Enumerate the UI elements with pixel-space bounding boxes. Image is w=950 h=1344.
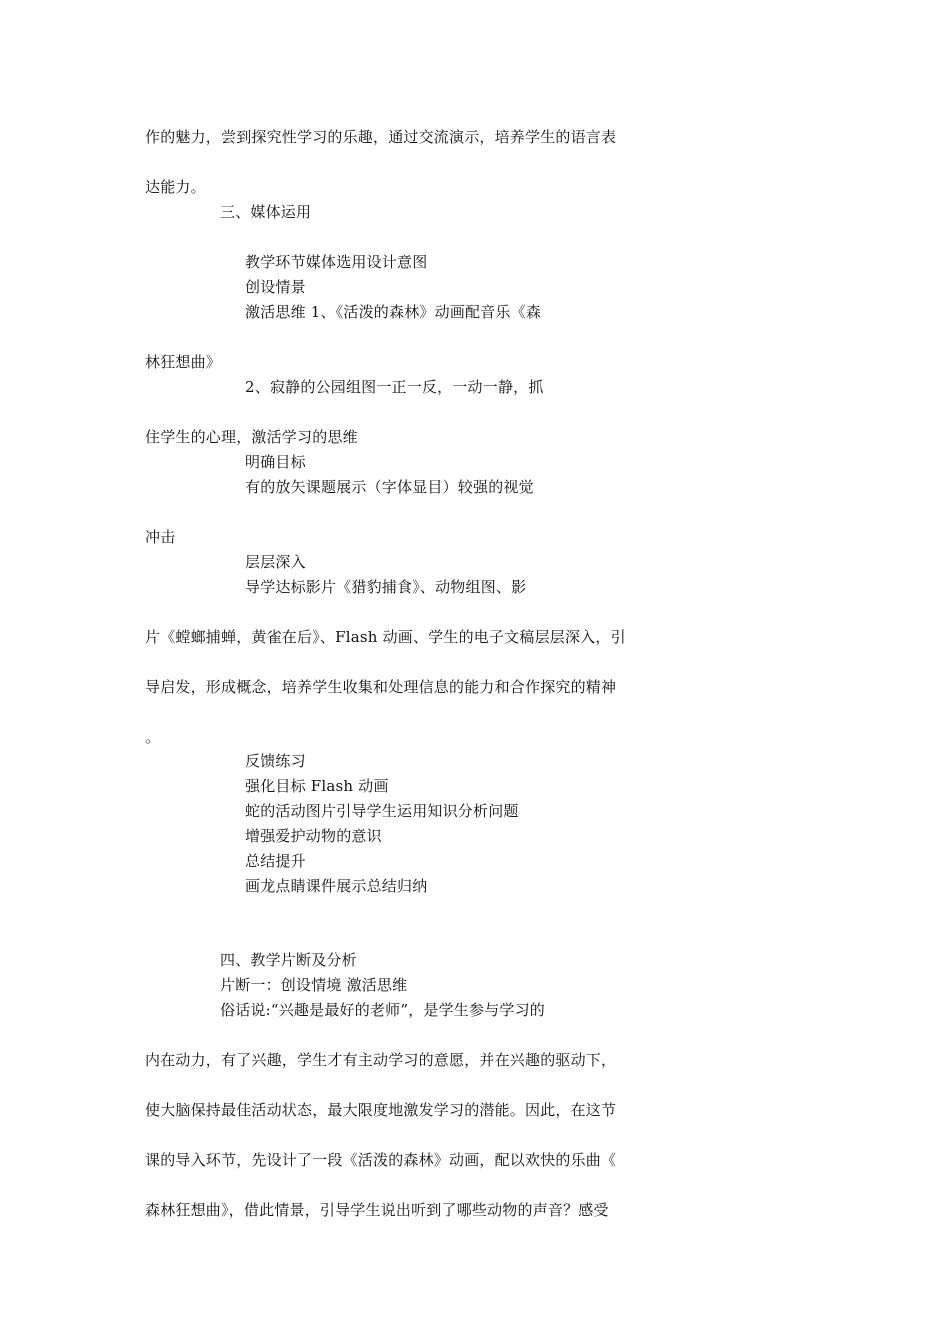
text-line: 反馈练习 [245, 752, 306, 770]
subheading: 片断一：创设情境 激活思维 [220, 976, 408, 994]
text-line: 2、寂静的公园组图一正一反，一动一静，抓 [245, 378, 544, 396]
text-line: 强化目标 Flash 动画 [245, 777, 389, 795]
text-line: 使大脑保持最佳活动状态，最大限度地激发学习的潜能。因此，在这节 [145, 1101, 617, 1119]
text-line: 导学达标影片《猎豹捕食》、动物组图、影 [245, 578, 527, 596]
text-line: 增强爱护动物的意识 [245, 827, 382, 845]
text-line: 。 [145, 728, 161, 746]
text-line: 课的导入环节，先设计了一段《活泼的森林》动画，配以欢快的乐曲《 [145, 1151, 617, 1169]
text-line: 画龙点睛课件展示总结归纳 [245, 877, 428, 895]
text-line: 森林狂想曲》，借此情景，引导学生说出听到了哪些动物的声音？感受 [145, 1201, 609, 1219]
text-line: 蛇的活动图片引导学生运用知识分析问题 [245, 802, 519, 820]
text-line: 明确目标 [245, 453, 306, 471]
table-header-line: 教学环节媒体选用设计意图 [245, 253, 428, 271]
text-line: 创设情景 [245, 278, 306, 296]
text-line: 内在动力，有了兴趣，学生才有主动学习的意愿，并在兴趣的驱动下， [145, 1051, 617, 1069]
text-line: 林狂想曲》 [145, 353, 222, 371]
text-line: 冲击 [145, 528, 176, 546]
text-line: 达能力。 [145, 178, 206, 196]
text-line: 住学生的心理，激活学习的思维 [145, 428, 358, 446]
section-heading: 四、教学片断及分析 [220, 951, 357, 969]
text-line: 俗话说:“兴趣是最好的老师”，是学生参与学习的 [220, 1001, 545, 1019]
text-line: 有的放矢课题展示（字体显目）较强的视觉 [245, 478, 534, 496]
section-heading: 三、媒体运用 [220, 203, 312, 221]
text-line: 导启发，形成概念，培养学生收集和处理信息的能力和合作探究的精神 [145, 678, 617, 696]
text-line: 激活思维 1、《活泼的森林》动画配音乐《森 [245, 303, 542, 321]
text-line: 总结提升 [245, 852, 306, 870]
text-line: 层层深入 [245, 553, 306, 571]
text-line: 作的魅力，尝到探究性学习的乐趣，通过交流演示，培养学生的语言表 [145, 128, 617, 146]
text-line: 片《螳螂捕蝉，黄雀在后》、Flash 动画、学生的电子文稿层层深入，引 [145, 628, 626, 646]
